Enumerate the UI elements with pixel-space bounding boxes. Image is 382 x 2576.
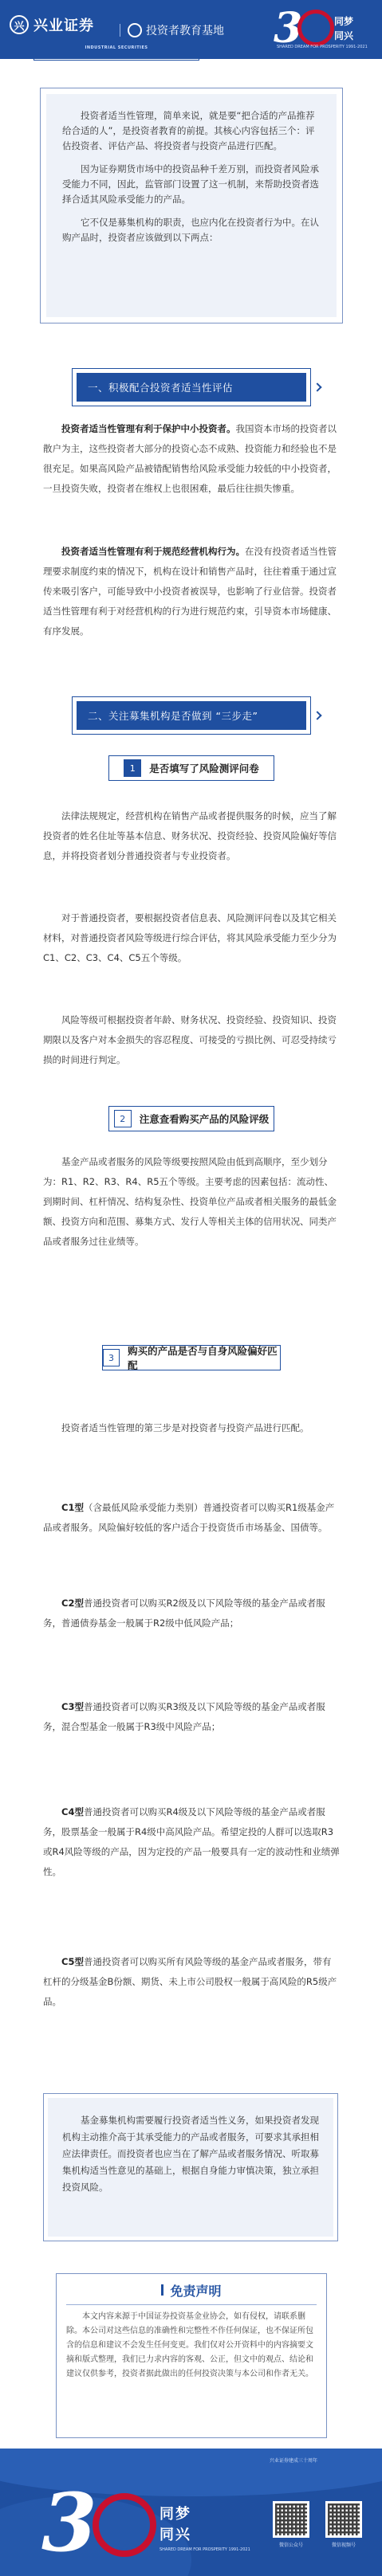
c3-label: C3型 bbox=[61, 1701, 84, 1712]
c4-text: 普通投资者可以购买R4级及以下风险等级的基金产品或者服务，股票基金一般属于R4级中高风险产品。希望定投的人群可以选取R3或R4风险等级的产品，因为定投的产品一般要具有一定的波动性和业绩弹性。 bbox=[43, 1806, 340, 1877]
c1-text: （含最低风险承受能力类别）普通投资者可以购买R1级基金产品或者服务。风险偏好较低的客户适合于投资货币市场基金、国债等。 bbox=[43, 1502, 335, 1533]
step1-p1 bbox=[43, 806, 340, 866]
qr-code-video[interactable] bbox=[325, 2501, 362, 2538]
notice-box bbox=[48, 2098, 333, 2237]
disclaimer-text: 本文内容来源于中国证券投资基金业协会，如有侵权，请联系删除。本公司对这些信息的准确性和完整性不作任何保证，也不保证所包含的信息和建议不会发生任何变更。我们仅对公开资料中的内容摘要文摘和版式整理，我们已力求内容的客观、公正，但文中的观点、结论和建议仅供参考，投资者据此做出的任何投资决策与本公司和作者无关。 bbox=[66, 2312, 313, 2378]
qr-code-wechat[interactable] bbox=[273, 2501, 309, 2538]
step2-title: 注意查看购买产品的风险评级 bbox=[139, 1113, 270, 1125]
c2-label: C2型 bbox=[61, 1598, 84, 1609]
disclaimer-title: 免责声明 bbox=[170, 2283, 222, 2299]
step1-p3 bbox=[43, 1010, 340, 1070]
footer-line1: 同梦 bbox=[159, 2506, 191, 2523]
footer-en: SHARED DREAM FOR PROSPERITY 1991-2021 bbox=[159, 2547, 250, 2552]
section1-p2-text: 在没有投资者适当性管理要求制度约束的情况下，机构在设计和销售产品时，往往着重于通过宣传来吸引客户，可能导致中小投资者被误导，也影响了行业信誉。投资者适当性管理有利于对经营机构的行为进行规范约束，引导资本市场健康、有序发展。 bbox=[43, 546, 337, 637]
disclaimer-box bbox=[56, 2273, 327, 2438]
badge-en: SHARED DREAM FOR PROSPERITY 1991-2021 bbox=[277, 45, 368, 49]
intro-paragraph: 它不仅是募集机构的职责，也应内化在投资者行为中。在认购产品时，投资者应该做到以下两点： bbox=[62, 217, 319, 243]
footer-top-note: 兴业证券建成三十周年 bbox=[270, 2458, 318, 2464]
section1-p1-text: 我国资本市场的投资者以散户为主，这些投资者大部分的投资心态不成熟、投资能力和经验也不是很充足。如果高风险产品被错配销售给风险承受能力较低的中小投资者，一旦投资失败，投资者在维权上也很困难，最后往往损失惨重。 bbox=[43, 423, 337, 494]
c3-text: 普通投资者可以购买R3级及以下风险等级的基金产品或者服务，混合型基金一般属于R3级中风险产品； bbox=[43, 1701, 325, 1732]
edu-mark-icon bbox=[128, 23, 142, 37]
c1-label: C1型 bbox=[61, 1502, 84, 1513]
qr-label-video: 微信视频号 bbox=[331, 2543, 356, 2548]
footer-banner bbox=[0, 2449, 382, 2576]
footer-ring-icon bbox=[93, 2493, 156, 2557]
step1-title: 是否填写了风险测评问卷 bbox=[149, 763, 259, 774]
step1-p1-text: 法律法规规定，经营机构在销售产品或者提供服务的时候，应当了解投资者的姓名住址等基本信息、财务状况、投资经验、投资风险偏好等信息，并将投资者划分普通投资者与专业投资者。 bbox=[43, 810, 337, 861]
step3-header bbox=[102, 1345, 281, 1370]
badge-digit: 3 bbox=[274, 4, 303, 53]
header-banner bbox=[0, 0, 382, 59]
intro-paragraph: 投资者适当性管理，简单来说，就是要“把合适的产品推荐给合适的人”，是投资者教育的前提。其核心内容包括三个：评估投资者、评估产品、将投资者与投资产品进行匹配。 bbox=[62, 110, 315, 151]
section1-p1-bold: 投资者适当性管理有利于保护中小投资者。 bbox=[61, 423, 236, 434]
section2-title: 二、关注募集机构是否做到 “三步走” bbox=[88, 710, 258, 722]
step1-p2 bbox=[43, 908, 340, 968]
step2-header bbox=[108, 1106, 274, 1131]
step2-number: 2 bbox=[114, 1110, 132, 1127]
brand-logo bbox=[10, 14, 148, 50]
qr-code-icon bbox=[328, 2503, 360, 2535]
divider bbox=[66, 2304, 317, 2305]
badge-line2: 同兴 bbox=[334, 30, 354, 41]
step3-title: 购买的产品是否与自身风险偏好匹配 bbox=[128, 1345, 278, 1371]
step2-p1 bbox=[43, 1152, 340, 1252]
step3-c5 bbox=[43, 1952, 340, 2012]
step3-c2 bbox=[43, 1594, 340, 1633]
edu-base-label bbox=[128, 22, 224, 38]
step3-number: 3 bbox=[103, 1349, 120, 1366]
chevron-right-icon bbox=[313, 382, 321, 391]
brand-name: 兴业证券 bbox=[33, 18, 94, 34]
section1-p2 bbox=[43, 542, 340, 641]
disclaimer-heading bbox=[66, 2280, 317, 2300]
edu-base-text: 投资者教育基地 bbox=[146, 25, 224, 37]
c5-label: C5型 bbox=[61, 1956, 84, 1967]
step2-p1-text: 基金产品或者服务的风险等级要按照风险由低到高顺序，至少划分为：R1、R2、R3、R4、R5五个等级。主要考虑的因素包括：流动性、到期时间、杠杆情况、结构复杂性、投资单位产品或者相关服务的最低金额、投资方向和范围、募集方式、发行人等相关主体的信用状况、同类产品或者服务过往业绩等。 bbox=[43, 1156, 337, 1247]
intro-paragraph: 因为证券期货市场中的投资品种千差万别，而投资者风险承受能力不同，因此，监管部门设置了这一机制，来帮助投资者选择合适其风险承受能力的产品。 bbox=[62, 163, 319, 205]
footer-digit: 3 bbox=[41, 2476, 97, 2570]
notice-text: 基金募集机构需要履行投资者适当性义务，如果投资者发现机构主动推介高于其承受能力的产品或者服务，可要求其承担相应法律责任。而投资者也应当在了解产品或者服务情况、听取募集机构适当性意见的基础上，根据自身能力审慎决策，独立承担投资风险。 bbox=[62, 2115, 319, 2193]
chevron-right-icon bbox=[313, 711, 321, 719]
step1-header bbox=[108, 755, 274, 781]
step3-c1 bbox=[43, 1498, 340, 1538]
c4-label: C4型 bbox=[61, 1806, 84, 1817]
qr-label-wechat: 微信公众号 bbox=[278, 2543, 303, 2548]
step3-c4 bbox=[43, 1802, 340, 1882]
step3-c3 bbox=[43, 1697, 340, 1737]
c2-text: 普通投资者可以购买R2级及以下风险等级的基金产品或者服务，普通债券基金一般属于R2级中低风险产品； bbox=[43, 1598, 325, 1629]
footer-anniversary-logo bbox=[41, 2476, 201, 2570]
brand-subtitle: INDUSTRIAL SECURITIES bbox=[33, 35, 199, 61]
brand-mark-icon: 兴 bbox=[10, 15, 29, 34]
section1-p2-bold: 投资者适当性管理有利于规范经营机构行为。 bbox=[61, 546, 245, 557]
intro-box bbox=[46, 94, 337, 317]
anniversary-badge bbox=[274, 4, 368, 53]
badge-ring-icon bbox=[297, 10, 334, 46]
step3-p1 bbox=[43, 1418, 340, 1438]
step1-p2-text: 对于普通投资者，要根据投资者信息表、风险测评问卷以及其它相关材料，对普通投资者风险等级进行综合评估，将其风险承受能力至少分为C1、C2、C3、C4、C5五个等级。 bbox=[43, 912, 337, 963]
qr-code-icon bbox=[275, 2503, 307, 2535]
footer-line2: 同兴 bbox=[159, 2527, 191, 2543]
badge-line1: 同梦 bbox=[334, 16, 354, 27]
c5-text: 普通投资者可以购买所有风险等级的基金产品或者服务，带有杠杆的分级基金B份额、期货、未上市公司股权一般属于高风险的R5级产品。 bbox=[43, 1956, 337, 2007]
section1-p1 bbox=[43, 419, 340, 499]
section1-banner bbox=[77, 373, 306, 402]
heading-bar-icon bbox=[161, 2284, 163, 2296]
step1-number: 1 bbox=[124, 759, 141, 777]
step1-p3-text: 风险等级可根据投资者年龄、财务状况、投资经验、投资知识、投资期限以及客户对本金损失的容忍程度、可接受的亏损比例、可忍受持续亏损的时间进行判定。 bbox=[43, 1014, 337, 1065]
step3-p1-text: 投资者适当性管理的第三步是对投资者与投资产品进行匹配。 bbox=[61, 1422, 309, 1433]
section2-banner bbox=[77, 701, 306, 730]
section1-title: 一、积极配合投资者适当性评估 bbox=[88, 382, 234, 394]
